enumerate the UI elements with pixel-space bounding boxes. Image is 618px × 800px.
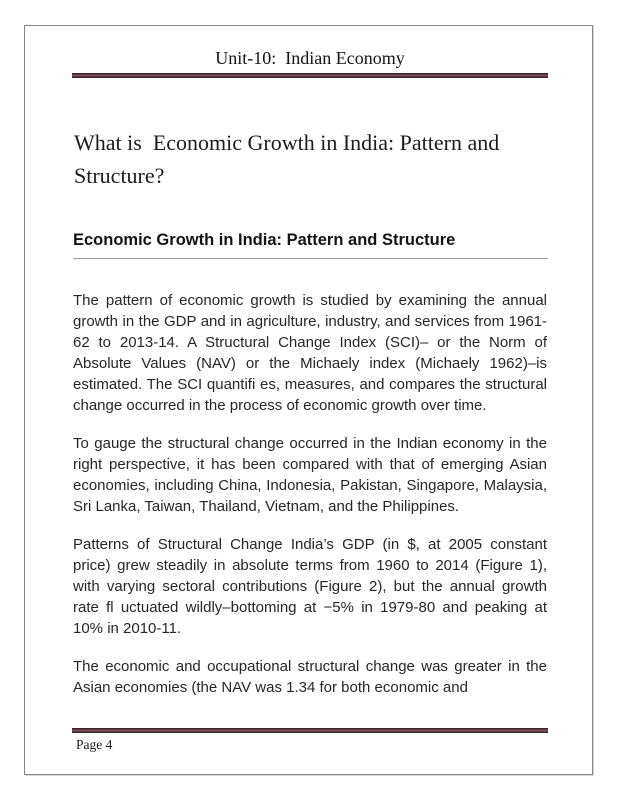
paragraph-2: To gauge the structural change occurred in the Indian economy in the right perspective, it has been compared with that of emerging Asian economies, including China, Indonesia, Pakistan, Singapore, Malaysia, Sri Lanka, Taiwan, Thailand, Vietnam, and the Philippines. [73,435,547,515]
header-rule [72,73,548,78]
document-page [24,25,593,775]
body-text [73,290,547,728]
document-title-line2: Structure? [74,163,165,188]
document-title [74,126,564,192]
footer-rule [72,728,548,733]
page-number-label: Page 4 [76,737,113,752]
section-heading: Economic Growth in India: Pattern and Structure [73,231,548,259]
header-title: Unit-10: Indian Economy [215,48,405,68]
document-title-line1: What is Economic Growth in India: Pattern and [74,130,500,155]
paragraph-4: The economic and occupational structural change was greater in the Asian economies (the NAV was 1.34 for both economic and [73,658,547,696]
paragraph-1: The pattern of economic growth is studied by examining the annual growth in the GDP and in agriculture, industry, and services from 1961-62 to 2013-14. A Structural Change Index (SCI)– or the Norm of Absolute Values (NAV) or the Michaely index (Michaely 1962)–is estimated. The SCI quantifi es, measures, and compares the structural change occurred in the process of economic growth over time. [73,292,547,414]
paragraph-3: Patterns of Structural Change India’s GDP (in $, at 2005 constant price) grew steadily in absolute terms from 1960 to 2014 (Figure 1), with varying sectoral contributions (Figure 2), but the annual growth rate fl uctuated wildly–bottoming at −5% in 1979-80 and peaking at 10% in 2010-11. [73,536,547,637]
